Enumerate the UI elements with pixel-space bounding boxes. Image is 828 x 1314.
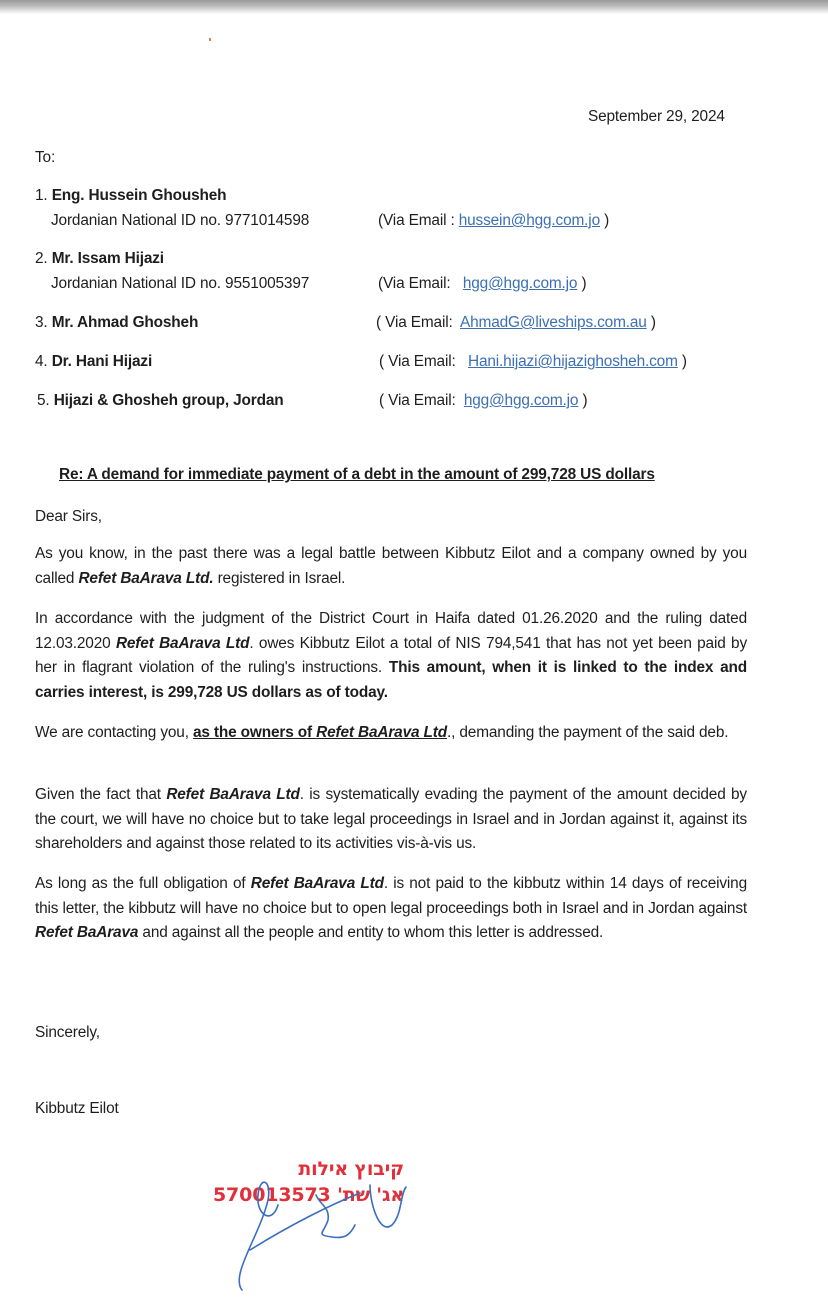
paragraph-4 — [35, 783, 747, 857]
text: We are contacting you, — [35, 724, 193, 741]
recipient-4-email-line — [379, 353, 687, 371]
email-link[interactable]: hgg@hgg.com.jo — [463, 392, 579, 409]
via-email-close: ) — [577, 275, 587, 292]
recipient-5 — [37, 392, 283, 410]
paragraph-1 — [35, 542, 747, 591]
stamp-line-2: אג' שת' 570013573 — [212, 1184, 404, 1206]
text: . is not paid to the kibbutz within 14 days of receiving this letter, the kibbutz will have no choice but to open legal proceedings both in Israel and in Jordan against — [35, 875, 748, 917]
company-name: Refet BaArava — [35, 924, 139, 941]
via-email-close: ) — [646, 314, 656, 331]
email-link[interactable]: Hani.hijazi@hijazighosheh.com — [467, 353, 678, 370]
owners-phrase: as the owners of — [192, 724, 317, 741]
text: . owes Kibbutz Eilot a total of NIS 794,541 that has not yet been paid by her in flagrant violation of the ruling's instructions. — [35, 634, 748, 676]
text: ., demanding the payment of the said deb. — [447, 724, 729, 741]
letter-date: September 29, 2024 — [588, 108, 725, 125]
text: registered in Israel. — [213, 569, 346, 587]
recipient-number: 2. — [35, 250, 48, 267]
recipient-1-email-line — [378, 212, 609, 230]
to-label: To: — [35, 149, 56, 166]
recipient-3 — [35, 314, 198, 332]
recipient-number: 3. — [35, 314, 48, 331]
signer-name: Kibbutz Eilot — [35, 1100, 119, 1117]
recipient-name: Mr. Issam Hijazi — [51, 250, 164, 267]
via-email-label: ( Via Email: — [379, 392, 464, 409]
recipient-name: Mr. Ahmad Ghosheh — [51, 314, 199, 331]
company-name: Refet BaArava Ltd. — [78, 569, 214, 587]
recipient-name: Hijazi & Ghosheh group, Jordan — [53, 392, 284, 409]
recipient-2 — [35, 250, 164, 268]
paragraph-2 — [35, 607, 747, 705]
company-name: Refet BaArava Ltd — [250, 875, 384, 892]
email-link[interactable]: hgg@hgg.com.jo — [462, 275, 578, 292]
paragraph-3 — [35, 721, 747, 746]
recipient-2-id: Jordanian National ID no. 9551005397 — [51, 275, 310, 292]
handwritten-signature — [220, 1165, 420, 1295]
company-name: Refet BaArava Ltd — [166, 786, 300, 803]
text: . is systematically evading the payment of the amount decided by the court, we will have no choice but to take legal proceedings in Israel and in Jordan against it, against its shareholders and against those related to its activities vis-à-vis us. — [35, 786, 747, 852]
recipient-name: Eng. Hussein Ghousheh — [51, 187, 227, 204]
via-email-label: (Via Email: — [378, 275, 463, 292]
via-email-close: ) — [578, 392, 588, 409]
recipient-5-email-line — [379, 392, 587, 410]
via-email-label: (Via Email : — [378, 212, 459, 229]
text: Given the fact that — [35, 786, 167, 803]
recipient-number: 4. — [35, 353, 48, 370]
company-name: Refet BaArava Ltd — [115, 634, 250, 652]
company-name: Refet BaArava Ltd — [316, 724, 448, 741]
recipient-2-email-line — [378, 275, 586, 293]
text: and against all the people and entity to whom this letter is addressed. — [138, 924, 604, 941]
closing: Sincerely, — [35, 1024, 100, 1041]
letter-subject: Re: A demand for immediate payment of a debt in the amount of 299,728 US dollars — [59, 466, 655, 483]
recipient-number: 1. — [35, 187, 48, 204]
text: As you know, in the past there was a legal battle between Kibbutz Eilot and a company owned by you called — [35, 545, 747, 587]
recipient-1-id: Jordanian National ID no. 9771014598 — [51, 212, 310, 229]
via-email-label: ( Via Email: — [379, 353, 468, 370]
salutation: Dear Sirs, — [35, 508, 102, 525]
text: As long as the full obligation of — [35, 875, 251, 892]
recipient-number: 5. — [37, 392, 50, 409]
recipient-name: Dr. Hani Hijazi — [51, 353, 153, 370]
recipient-3-email-line — [376, 314, 656, 332]
recipient-4 — [35, 353, 152, 371]
via-email-close: ) — [677, 353, 687, 370]
paragraph-5 — [35, 872, 747, 946]
amount-statement: This amount, when it is linked to the index and carries interest, is 299,728 US dollars as of today. — [35, 659, 747, 701]
via-email-close: ) — [600, 212, 610, 229]
recipient-1 — [35, 187, 226, 205]
via-email-label: ( Via Email: — [376, 314, 461, 331]
email-link[interactable]: AhmadG@liveships.com.au — [460, 314, 647, 331]
stamp-line-1: קיבוץ אילות — [298, 1158, 404, 1180]
email-link[interactable]: hussein@hgg.com.jo — [458, 212, 600, 229]
text: In accordance with the judgment of the District Court in Haifa dated 01.26.2020 and the ruling dated 12.03.2020 — [35, 610, 747, 652]
